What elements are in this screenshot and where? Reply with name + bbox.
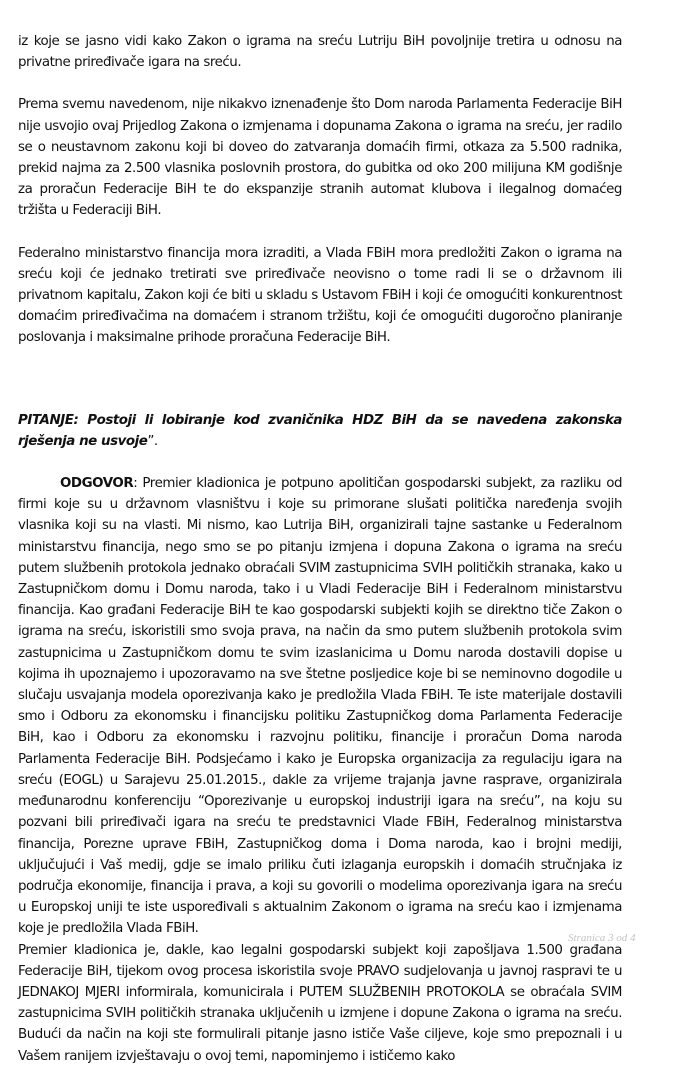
paragraph-spacer — [18, 452, 622, 473]
question-heading — [18, 410, 622, 452]
section-spacer — [18, 389, 622, 410]
paragraph-dom-naroda: Prema svemu navedenom, nije nikakvo iznenađenje što Dom naroda Parlamenta Federacije BiH nije usvojio ovaj Prijedlog Zakona o izmjenama i dopunama Zakona o igrama na sreću, jer radilo se o neustavnom zakonu koji bi doveo do zatvaranja domaćih firmi, otkaza za 5.500 radnika, prekid najma za 2.500 vlasnika poslovnih prostora, do gubitka od oko 200 milijuna KM godišnje za proračun Federacije BiH te do ekspanzije stranih automat klubova i ilegalnog domaćeg tržišta u Federaciji BiH. — [18, 97, 622, 219]
answer-body: : Premier kladionica je potpuno apolitičan gospodarski subjekt, za razliku od firmi koje su u državnom vlasništvu i koje su primorane slušati politička naređenja svojih vlasnika koji su na vlasti. Mi nismo, kao Lutrija BiH, organizirali tajne sastanke u Federalnom ministarstvu financija, nego smo se po pitanju izmjena i dopuna Zakona o igrama na sreću putem službenih protokola jednako obraćali SVIM zastupnicima SVIH političkih stranaka, kako u Zastupničkom domu i Domu naroda, tako i u Vladi Federacije BiH i Federalnom ministarstvu financija. Kao građani Federacije BiH te kao gospodarski subjekti kojih se direktno tiče Zakon o igrama na sreću, iskoristili smo svoja prava, na način da smo putem službenih protokola svim zastupnicima u Zastupničkom domu te svim izaslanicima u Domu naroda dostavili dopise u kojima ih upoznajemo i upozoravamo na sve štetne posljedice koje bi se neminovno dogodile u slučaju usvajanja modela oporezivanja kako je predložila Vlada FBiH. Te iste materijale dostavili smo i Odboru za ekonomsku i financijsku politiku Zastupničkog doma Parlamenta Federacije BiH, kao i Odboru za ekonomsku i razvojnu politiku, financije i proračun Doma naroda Parlamenta Federacije BiH. Podsjećamo i kako je Europska organizacija za regulaciju igara na sreću (EOGL) u Sarajevu 25.01.2015., dakle za vrijeme trajanja javne rasprave, organizirala međunarodnu konferenciju “Oporezivanje u europskoj industriji igara na sreću”, na koju su pozvani bili priređivači igara na sreću te predstavnici Vlade FBiH, Federalnog ministarstva financija, Porezne uprave FBiH, Zastupničkog doma i Doma naroda, kao i brojni mediji, uključujući i Vaš medij, gdje se imalo priliku čuti izlaganja europskih i domaćih stručnjaka iz područja ekonomije, financija i prava, a koji su govorili o modelima oporezivanja igara na sreću u Europskoj uniji te iste uspoređivali s aktualnim Zakonom o igrama na sreću kao i izmjenama koje je predložila Vlada FBiH. — [18, 476, 622, 937]
page-number-footer: Stranica 3 od 4 — [568, 932, 636, 944]
paragraph-spacer — [18, 73, 622, 94]
question-closing-quote: ”. — [147, 433, 158, 449]
paragraph-federal-ministry: Federalno ministarstvo financija mora izraditi, a Vlada FBiH mora predložiti Zakon o igrama na sreću koji će jednako tretirati sve priređivače neovisno o tome radi li se o državnom ili privatnom kapitalu, Zakon koji će biti u skladu s Ustavom FBiH i koji će omogućiti konkurentnost domaćim priređivačima na domaćem i stranom tržištu, koji će omogućiti dugoročno planiranje poslovanja i maksimalne prihode proračuna Federacije BiH. — [18, 245, 622, 346]
answer-paragraph — [18, 473, 622, 939]
paragraph-lutrija-treatment: iz koje se jasno vidi kako Zakon o igrama na sreću Lutriju BiH povoljnije tretira u odnosu na privatne priređivače igara na sreću. — [18, 34, 622, 71]
paragraph-spacer — [18, 222, 622, 243]
answer-label: ODGOVOR — [60, 476, 134, 492]
section-spacer — [18, 349, 622, 389]
document-page — [18, 31, 622, 1067]
answer-continuation: Premier kladionica je, dakle, kao legalni gospodarski subjekt koji zapošljava 1.500 građana Federacije BiH, tijekom ovog procesa iskoristila svoje PRAVO sudjelovanja u javnoj raspravi te u JEDNAKOJ MJERI informirala, komunicirala i PUTEM SLUŽBENIH PROTOKOLA se obraćala SVIM zastupnicima SVIH političkih stranaka uključenih u izmjene i dopune Zakona o igrama na sreću. Budući da način na koji ste formulirali pitanje jasno ističe Vaše ciljeve, koje smo prepoznali i u Vašem ranijem izvještavaju o ovoj temi, napominjemo i ističemo kako — [18, 942, 622, 1064]
question-text: PITANJE: Postoji li lobiranje kod zvaničnika HDZ BiH da se navedena zakonska rješenja ne usvoje — [18, 412, 622, 449]
